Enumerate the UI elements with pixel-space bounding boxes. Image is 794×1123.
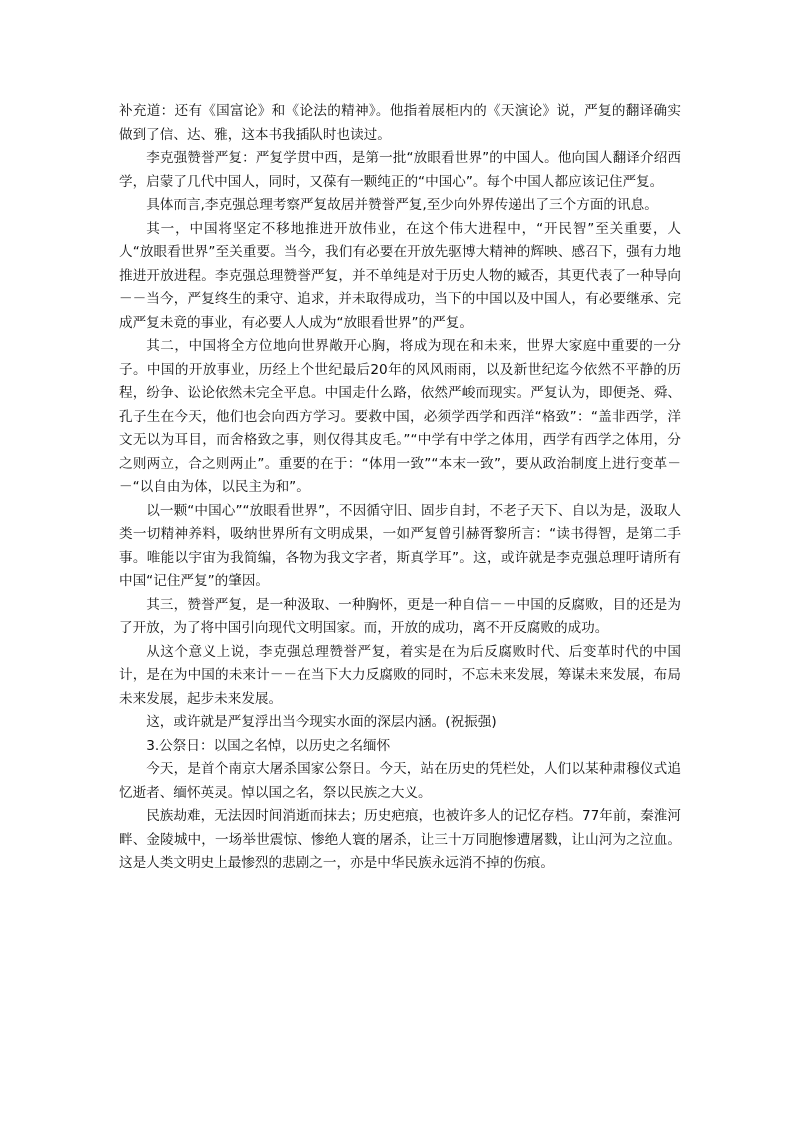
- paragraph-li-praise: 李克强赞誉严复：严复学贯中西，是第一批“放眼看世界”的中国人。他向国人翻译介绍西学，启蒙了几代中国人，同时，又葆有一颗纯正的“中国心”。每个中国人都应该记住严复。: [119, 150, 681, 190]
- paragraph-national-tragedy: 民族劫难，无法因时间消逝而抹去；历史疤痕，也被许多人的记忆存档。77年前，秦淮河畔、金陵城中，一场举世震惊、惨绝人寰的屠杀，让三十万同胞惨遭屠戮，让山河为之泣血。这是人类文明史上最惨烈的悲剧之一，亦是中华民族永远消不掉的伤痕。: [119, 808, 681, 871]
- document-body: [119, 100, 681, 876]
- paragraph-third-point: 其三，赞誉严复，是一种汲取、一种胸怀，更是一种自信－－中国的反腐败，目的还是为了开放，为了将中国引向现代文明国家。而，开放的成功，离不开反腐败的成功。: [119, 596, 681, 636]
- section-heading: 3.公祭日：以国之名悼，以历史之名缅怀: [146, 737, 391, 754]
- paragraph-first-point: 其一，中国将坚定不移地推进开放伟业，在这个伟大进程中，“开民智”至关重要，人人“放眼看世界”至关重要。当今，我们有必要在开放先驱博大精神的辉映、感召下，强有力地推进开放进程。李克强总理赞誉严复，并不单纯是对于历史人物的臧否，其更代表了一种导向－－当今，严复终生的秉守、追求，并未取得成功，当下的中国以及中国人，有必要继承、完成严复未竟的事业，有必要人人成为“放眼看世界”的严复。: [119, 220, 681, 331]
- paragraph-memorial-day: 今天，是首个南京大屠杀国家公祭日。今天，站在历史的凭栏处，人们以某种肃穆仪式追忆逝者、缅怀英灵。悼以国之名，祭以民族之大义。: [119, 761, 681, 801]
- paragraph-chinese-heart: 以一颗“中国心”“放眼看世界”，不因循守旧、固步自封，不老子天下、自以为是，汲取人类一切精神养料，吸纳世界所有文明成果，一如严复曾引赫胥黎所言：“读书得智，是第二手事。唯能以宇宙为我简编，各物为我文字者，斯真学耳”。这，或许就是李克强总理吁请所有中国“记住严复”的肇因。: [119, 502, 681, 589]
- paragraph-continuation: 补充道：还有《国富论》和《论法的精神》。他指着展柜内的《天演论》说，严复的翻译确实做到了信、达、雅，这本书我插队时也读过。: [119, 103, 681, 143]
- paragraph-conclusion: 这，或许就是严复浮出当今现实水面的深层内涵。(祝振强): [146, 714, 497, 730]
- paragraph-significance: 从这个意义上说，李克强总理赞誉严复，着实是在为后反腐败时代、后变革时代的中国计，是在为中国的未来计－－在当下大力反腐败的同时，不忘未来发展，筹谋未来发展，布局未来发展，起步未来发展。: [119, 643, 681, 707]
- paragraph-second-point: 其二，中国将全方位地向世界敞开心胸，将成为现在和未来，世界大家庭中重要的一分子。中国的开放事业，历经上个世纪最后20年的风风雨雨，以及新世纪迄今依然不平静的历程，纷争、讼论依然未完全平息。中国走什么路，依然严峻而现实。严复认为，即便尧、舜、孔子生在今天，他们也会向西方学习。要救中国，必须学西学和西洋“格致”：“盖非西学，洋文无以为耳目，而舍格致之事，则仅得其皮毛。”“中学有中学之体用，西学有西学之体用，分之则两立，合之则两止”。重要的在于：“体用一致”“本末一致”，要从政治制度上进行变革－－“以自由为体，以民主为和”。: [119, 338, 681, 495]
- paragraph-three-messages: 具体而言,李克强总理考察严复故居并赞誉严复,至少向外界传递出了三个方面的讯息。: [146, 197, 658, 213]
